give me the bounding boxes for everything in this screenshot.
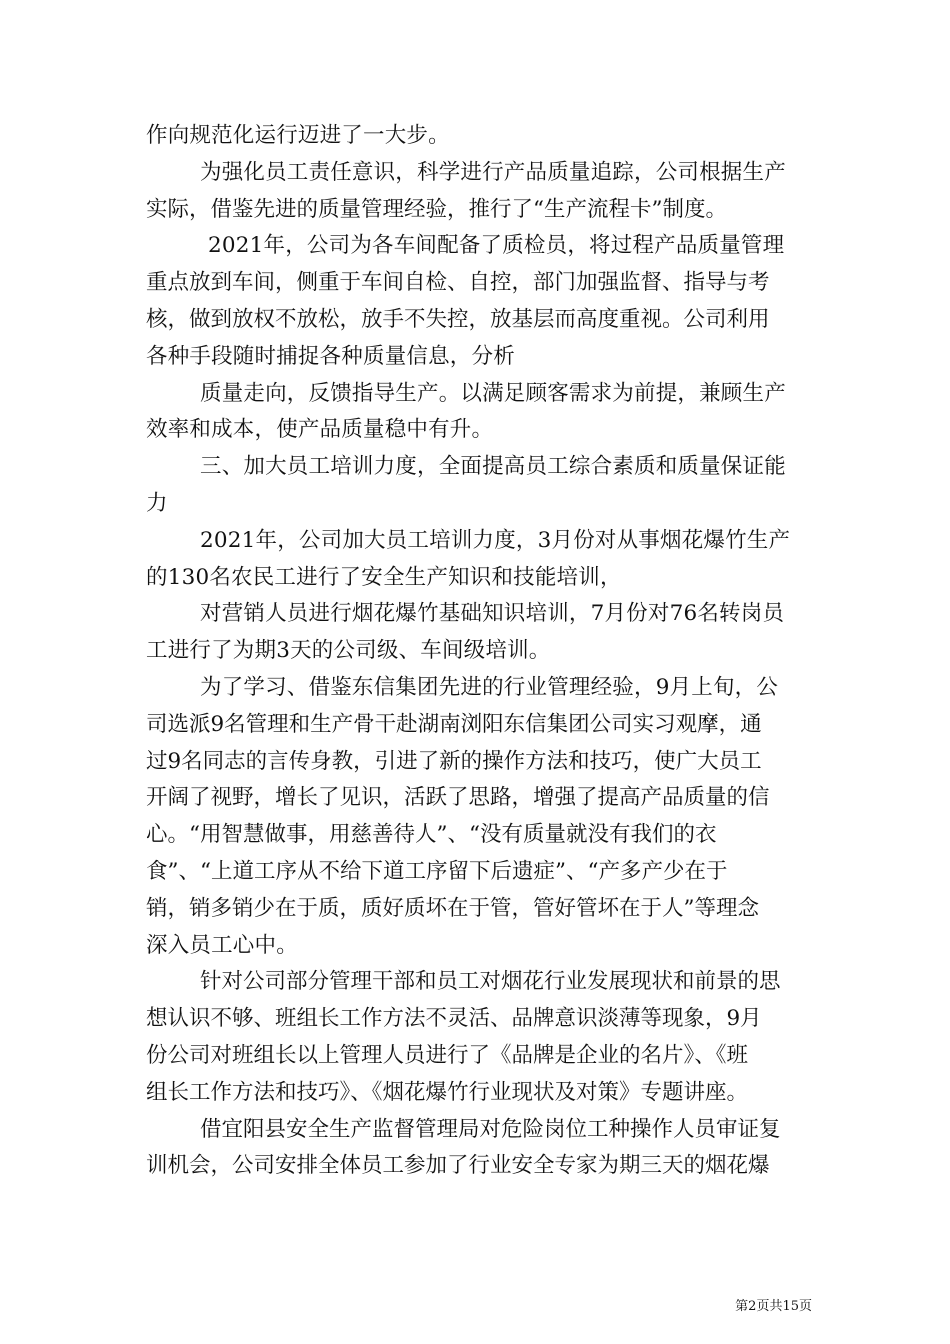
text-line: 开阔了视野，增长了见识，活跃了思路，增强了提高产品质量的信 — [146, 785, 770, 811]
text-line: 工进行了为期3天的公司级、车间级培训。 — [146, 638, 551, 664]
text-line: 深入员工心中。 — [146, 932, 298, 958]
text-line: 2021年，公司加大员工培训力度，3月份对从事烟花爆竹生产 — [200, 527, 791, 553]
text-line: 销，销多销少在于质，质好质坏在于管，管好管坏在于人”等理念 — [146, 895, 759, 921]
text-line: 为了学习、借鉴东信集团先进的行业管理经验，9月上旬，公 — [200, 674, 779, 700]
page-number: 第2页共15页 — [735, 1299, 812, 1314]
text-line: 借宜阳县安全生产监督管理局对危险岗位工种操作人员审证复 — [200, 1116, 781, 1142]
text-line: 对营销人员进行烟花爆竹基础知识培训，7月份对76名转岗员 — [200, 601, 785, 627]
text-line: 训机会，公司安排全体员工参加了行业安全专家为期三天的烟花爆 — [146, 1153, 770, 1179]
text-line: 食”、“上道工序从不给下道工序留下后遗症”、“产多产少在于 — [146, 858, 728, 884]
text-line: 组长工作方法和技巧》、《烟花爆竹行业现状及对策》专题讲座。 — [146, 1079, 749, 1105]
text-line: 司选派9名管理和生产骨干赴湖南浏阳东信集团公司实习观摩，通 — [146, 711, 762, 737]
text-line: 重点放到车间，侧重于车间自检、自控，部门加强监督、指导与考 — [146, 270, 770, 296]
text-line: 2021年，公司为各车间配备了质检员，将过程产品质量管理 — [208, 233, 785, 259]
text-line: 各种手段随时捕捉各种质量信息，分析 — [146, 343, 515, 369]
text-line: 实际，借鉴先进的质量管理经验，推行了“生产流程卡”制度。 — [146, 196, 727, 222]
text-line: 效率和成本，使产品质量稳中有升。 — [146, 417, 494, 443]
text-line: 针对公司部分管理干部和员工对烟花行业发展现状和前景的思 — [200, 969, 781, 995]
text-line: 过9名同志的言传身教，引进了新的操作方法和技巧，使广大员工 — [146, 748, 762, 774]
text-line: 三、加大员工培训力度，全面提高员工综合素质和质量保证能 — [200, 454, 786, 480]
text-line: 质量走向，反馈指导生产。以满足顾客需求为前提，兼顾生产 — [200, 380, 786, 406]
text-line: 份公司对班组长以上管理人员进行了《品牌是企业的名片》、《班 — [146, 1042, 749, 1068]
text-line: 为强化员工责任意识，科学进行产品质量追踪，公司根据生产 — [200, 159, 786, 185]
document-body — [146, 118, 810, 1185]
text-line: 的130名农民工进行了安全生产知识和技能培训， — [146, 564, 622, 590]
text-line: 想认识不够、班组长工作方法不灵活、品牌意识淡薄等现象，9月 — [146, 1006, 762, 1032]
text-line: 作向规范化运行迈进了一大步。 — [146, 123, 450, 148]
text-line: 力 — [146, 490, 168, 516]
text-line: 心。“用智慧做事，用慈善待人”、“没有质量就没有我们的衣 — [146, 822, 717, 848]
text-line: 核，做到放权不放松，放手不失控，放基层而高度重视。公司利用 — [146, 306, 770, 332]
